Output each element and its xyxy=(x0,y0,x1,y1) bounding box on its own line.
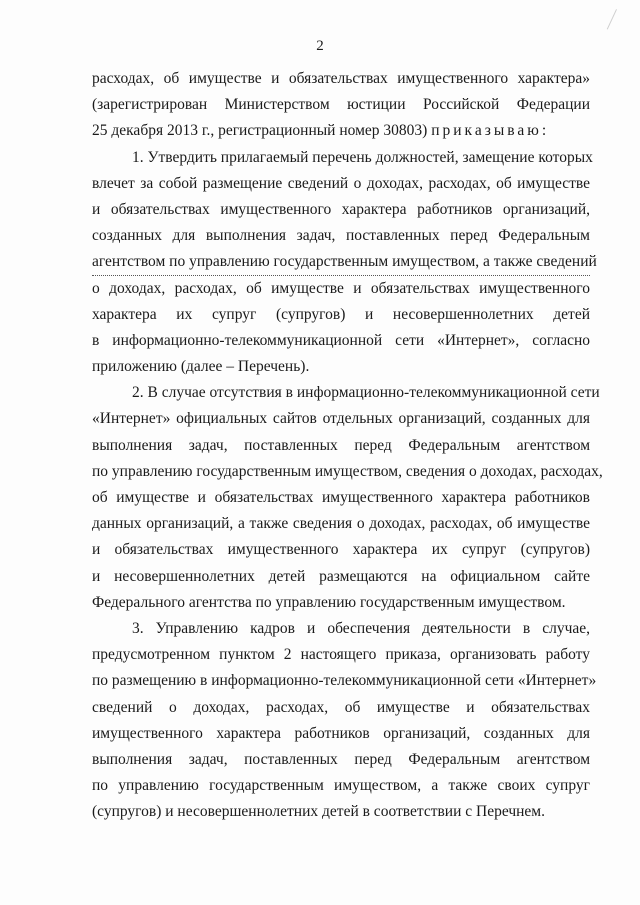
text-line-content: агентством по управлению государственным имуществом, а также сведений xyxy=(92,253,597,271)
text-line-content: и несовершеннолетних детей размещаются на официальном сайте xyxy=(92,567,590,585)
text-line-content: выполнения задач, поставленных перед Федеральным агентством xyxy=(92,750,590,768)
document-body xyxy=(92,66,603,825)
text-line-content: по размещению в информационно-телекоммуникационной сети «Интернет» xyxy=(92,672,597,690)
text-line xyxy=(92,118,590,144)
text-line-content: о доходах, расходах, об имуществе и обязательствах имущественного xyxy=(92,279,590,297)
text-line xyxy=(92,249,597,275)
text-line xyxy=(92,328,590,354)
text-line xyxy=(92,799,590,825)
text-line xyxy=(92,642,590,668)
text-line-content: (супругов) и несовершеннолетних детей в соответствии с Перечнем. xyxy=(92,803,545,821)
text-line-content: Федерального агентства по управлению государственным имуществом. xyxy=(92,593,566,611)
text-line-content: созданных для выполнения задач, поставленных перед Федеральным xyxy=(92,227,590,245)
text-line xyxy=(92,66,590,92)
text-line-content: 3. Управлению кадров и обеспечения деятельности в случае, xyxy=(132,619,590,637)
text-line-content: по управлению государственным имуществом, сведения о доходах, расходах, xyxy=(92,462,603,480)
text-line xyxy=(92,92,590,118)
text-line-content: в информационно-телекоммуникационной сети «Интернет», согласно xyxy=(92,331,590,349)
text-line xyxy=(92,485,590,511)
text-line xyxy=(92,459,603,485)
text-line-content: расходах, об имуществе и обязательствах имущественного характера» xyxy=(92,70,590,87)
text-line xyxy=(92,433,590,459)
text-line xyxy=(92,171,590,197)
text-line-content: по управлению государственным имуществом, а также своих супруг xyxy=(92,777,590,795)
text-line xyxy=(92,537,590,563)
scan-corner-mark xyxy=(607,9,624,33)
text-line-content: данных организаций, а также сведения о доходах, расходах, об имуществе xyxy=(92,515,590,533)
text-line xyxy=(92,197,590,223)
text-line xyxy=(92,276,590,302)
text-line xyxy=(92,773,590,799)
text-line-content: «Интернет» официальных сайтов отдельных организаций, созданных для xyxy=(92,410,590,428)
text-line-content: и обязательствах имущественного характера их супруг (супругов) xyxy=(92,541,590,559)
text-line xyxy=(92,564,590,590)
text-line xyxy=(92,616,590,642)
spaced-word: приказываю: xyxy=(431,122,550,140)
text-line-content: выполнения задач, поставленных перед Федеральным агентством xyxy=(92,436,590,454)
text-line xyxy=(92,145,593,171)
text-line-content: приложению (далее – Перечень). xyxy=(92,358,310,376)
text-line-content: 1. Утвердить прилагаемый перечень должностей, замещение которых xyxy=(132,148,593,166)
text-line xyxy=(92,590,590,616)
text-line xyxy=(92,354,590,380)
text-line-content: сведений о доходах, расходах, об имуществе и обязательствах xyxy=(92,698,590,716)
text-line xyxy=(92,406,590,432)
text-line xyxy=(92,223,590,249)
text-line-content: об имуществе и обязательствах имущественного характера работников xyxy=(92,489,590,506)
text-line xyxy=(92,747,590,773)
page-number: 2 xyxy=(316,38,324,54)
text-line-content: и обязательствах имущественного характера работников организаций, xyxy=(92,200,590,218)
text-line xyxy=(92,668,597,694)
text-line-content: (зарегистрирован Министерством юстиции Российской Федерации xyxy=(92,96,590,114)
text-line xyxy=(92,302,590,328)
text-line-content: 25 декабря 2013 г., регистрационный номер 30803) xyxy=(92,122,432,140)
text-line xyxy=(92,380,600,406)
text-line-content: характера их супруг (супругов) и несовершеннолетних детей xyxy=(92,305,590,323)
text-line-content: предусмотренном пунктом 2 настоящего приказа, организовать работу xyxy=(92,646,590,664)
text-line xyxy=(92,511,590,537)
text-line-content: имущественного характера работников организаций, созданных для xyxy=(92,724,590,742)
text-line-content: 2. В случае отсутствия в информационно-телекоммуникационной сети xyxy=(132,384,600,402)
text-line xyxy=(92,695,590,721)
text-line-content: влечет за собой размещение сведений о доходах, расходах, об имуществе xyxy=(92,174,590,192)
text-line xyxy=(92,721,590,747)
